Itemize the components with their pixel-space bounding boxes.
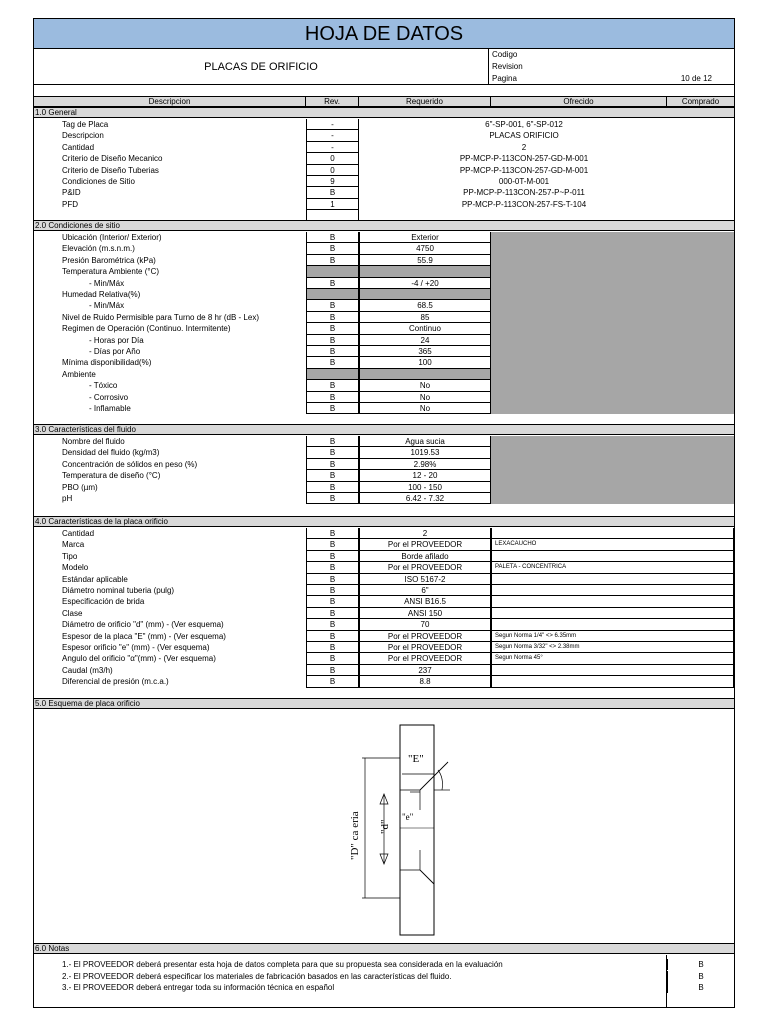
row-label: PBO (µm) bbox=[62, 482, 98, 492]
offered-value: PLACAS ORIFICIO bbox=[489, 131, 559, 141]
required-cell: ANSI B16.5 bbox=[359, 596, 491, 607]
gray-block bbox=[491, 436, 734, 504]
table-row bbox=[34, 551, 734, 562]
col-ofrecido: Ofrecido bbox=[491, 97, 667, 106]
table-row bbox=[34, 619, 734, 630]
orifice-schematic bbox=[320, 720, 480, 950]
required-cell: Por el PROVEEDOR bbox=[359, 653, 491, 664]
label-D: "D" ca eria bbox=[349, 811, 361, 860]
row-label: Caudal (m3/h) bbox=[62, 665, 113, 675]
rev-cell: B bbox=[306, 459, 359, 470]
offered-cell bbox=[491, 619, 734, 630]
rev-cell: B bbox=[306, 243, 359, 254]
rev-cell: B bbox=[306, 323, 359, 334]
offered-cell: Segun Norma 1/4" <> 6.35mm bbox=[491, 631, 734, 642]
row-label: Tipo bbox=[62, 551, 78, 561]
label-d: "d" bbox=[379, 819, 391, 834]
rev-cell: B bbox=[306, 596, 359, 607]
offered-cell bbox=[491, 585, 734, 596]
row-label: Clase bbox=[62, 608, 83, 618]
section-title: 5.0 Esquema de placa orificio bbox=[34, 698, 734, 709]
gray-block bbox=[491, 232, 734, 414]
header-box bbox=[34, 49, 734, 85]
table-row bbox=[34, 642, 734, 653]
bevel-edge bbox=[420, 870, 434, 884]
offered-cell bbox=[491, 551, 734, 562]
section-title: 2.0 Condiciones de sitio bbox=[34, 220, 734, 231]
rev-cell: B bbox=[306, 357, 359, 368]
rev-cell: B bbox=[306, 619, 359, 630]
row-label: Cantidad bbox=[62, 142, 95, 152]
row-label: Diámetro nominal tuberia (pulg) bbox=[62, 586, 175, 595]
row-label: - Corrosivo bbox=[89, 392, 129, 402]
rev-cell: B bbox=[306, 574, 359, 585]
codigo-label: Codigo bbox=[492, 50, 518, 59]
offered-cell: LEXACAUCHO bbox=[491, 539, 734, 550]
table-row bbox=[34, 199, 734, 210]
required-cell: 365 bbox=[359, 346, 491, 357]
table-row bbox=[34, 539, 734, 550]
required-cell: 6" bbox=[359, 585, 491, 596]
rev-cell: B bbox=[306, 335, 359, 346]
required-cell: 4750 bbox=[359, 243, 491, 254]
row-label: P&ID bbox=[62, 188, 81, 198]
doc-title: PLACAS DE ORIFICIO bbox=[34, 49, 489, 85]
row-label: Nivel de Ruido Permisible para Turno de 8 hr (dB - Lex) bbox=[62, 312, 259, 322]
offered-cell bbox=[491, 528, 734, 539]
rev-cell: 0 bbox=[306, 165, 359, 176]
rev-cell: B bbox=[306, 470, 359, 481]
table-row bbox=[34, 528, 734, 539]
required-cell: 8.8 bbox=[359, 676, 491, 687]
offered-cell bbox=[491, 665, 734, 676]
table-row bbox=[34, 119, 734, 130]
revision-label: Revision bbox=[492, 62, 523, 71]
note-row bbox=[34, 971, 734, 982]
table-row bbox=[34, 130, 734, 141]
rev-cell: B bbox=[306, 539, 359, 550]
offered-value: 2 bbox=[521, 142, 527, 152]
rev-cell bbox=[306, 369, 359, 380]
row-label: Elevación (m.s.n.m.) bbox=[62, 244, 135, 254]
row-label: Especificación de brida bbox=[62, 597, 145, 607]
row-label: Diámetro de orificio "d" (mm) - (Ver esquema) bbox=[62, 620, 224, 630]
required-cell: 55.9 bbox=[359, 255, 491, 266]
rev-cell: B bbox=[306, 642, 359, 653]
offered-value: PP-MCP-P-113CON-257-FS-T-104 bbox=[461, 199, 587, 209]
offered-cell bbox=[491, 608, 734, 619]
table-row bbox=[34, 653, 734, 664]
pagina-value: 10 de 12 bbox=[680, 74, 712, 83]
doc-meta bbox=[489, 49, 734, 85]
rev-cell: B bbox=[306, 403, 359, 414]
section-title: 1.0 General bbox=[34, 107, 734, 118]
rev-cell: B bbox=[306, 528, 359, 539]
page-title: HOJA DE DATOS bbox=[34, 19, 734, 49]
rev-cell: 1 bbox=[306, 199, 359, 210]
offered-cell bbox=[491, 596, 734, 607]
offered-cell bbox=[491, 574, 734, 585]
row-label: Concentración de sólidos en peso (%) bbox=[62, 459, 198, 469]
alpha-arc bbox=[438, 770, 443, 790]
row-label: - Tóxico bbox=[89, 381, 118, 391]
required-cell bbox=[359, 266, 491, 277]
required-cell: 100 bbox=[359, 357, 491, 368]
note-rev: B bbox=[667, 982, 734, 993]
rev-cell: B bbox=[306, 493, 359, 504]
row-label: Criterio de Diseño Mecanico bbox=[62, 154, 163, 164]
row-label: Modelo bbox=[62, 563, 89, 573]
offered-cell: Segun Norma 3/32" <> 2.38mm bbox=[491, 642, 734, 653]
required-cell: 2.98% bbox=[359, 459, 491, 470]
label-E: "E" bbox=[408, 753, 424, 765]
offered-value: 6"-SP-001, 6"-SP-012 bbox=[485, 120, 563, 129]
col-comprado: Comprado bbox=[681, 97, 720, 106]
col-rev: Rev. bbox=[306, 97, 359, 106]
rev-cell: B bbox=[306, 447, 359, 458]
table-row bbox=[34, 153, 734, 164]
required-cell: No bbox=[359, 392, 491, 403]
required-cell: Por el PROVEEDOR bbox=[359, 631, 491, 642]
row-label: Nombre del fluido bbox=[62, 437, 125, 446]
rev-cell: B bbox=[306, 482, 359, 493]
required-cell: Agua sucia bbox=[359, 436, 491, 447]
offered-value: PP-MCP-P-113CON-257-P~P-011 bbox=[463, 188, 585, 198]
section-title: 4.0 Características de la placa orificio bbox=[34, 516, 734, 527]
rev-cell: B bbox=[306, 585, 359, 596]
rev-cell: B bbox=[306, 278, 359, 289]
row-label: Mínima disponibilidad(%) bbox=[62, 358, 152, 368]
required-cell: 12 - 20 bbox=[359, 470, 491, 481]
row-label: Descripcion bbox=[62, 131, 104, 141]
offered-value: PP-MCP-P-113CON-257-GD-M-001 bbox=[459, 154, 589, 164]
rev-cell: B bbox=[306, 346, 359, 357]
row-label: Temperatura Ambiente (°C) bbox=[62, 267, 160, 277]
note-row bbox=[34, 982, 734, 993]
table-row bbox=[34, 574, 734, 585]
row-label: Condiciones de Sitio bbox=[62, 177, 135, 186]
required-cell: Por el PROVEEDOR bbox=[359, 539, 491, 550]
row-label: pH bbox=[62, 494, 73, 503]
orifice-bevel bbox=[400, 850, 420, 870]
rev-cell: B bbox=[306, 653, 359, 664]
rev-cell: B bbox=[306, 436, 359, 447]
offered-cell: Segun Norma 45° bbox=[491, 653, 734, 664]
rev-cell: B bbox=[306, 631, 359, 642]
row-label: Diferencial de presión (m.c.a.) bbox=[62, 677, 169, 687]
column-header bbox=[34, 96, 734, 107]
table-row bbox=[34, 665, 734, 676]
required-cell: Exterior bbox=[359, 232, 491, 243]
row-label: Humedad Relativa(%) bbox=[62, 290, 141, 299]
rev-cell: - bbox=[306, 119, 359, 130]
required-cell: Continuo bbox=[359, 323, 491, 334]
table-row bbox=[34, 596, 734, 607]
rev-cell: B bbox=[306, 312, 359, 323]
row-label: Temperatura de diseño (°C) bbox=[62, 471, 161, 481]
divider bbox=[666, 955, 667, 1007]
rev-cell: 0 bbox=[306, 153, 359, 164]
rev-cell bbox=[306, 266, 359, 277]
col-requerido: Requerido bbox=[359, 97, 491, 106]
row-label: - Horas por Día bbox=[89, 335, 144, 345]
required-cell: Por el PROVEEDOR bbox=[359, 562, 491, 573]
col-descripcion: Descripcion bbox=[34, 97, 306, 106]
row-label: Regimen de Operación (Continuo. Intermitente) bbox=[62, 324, 231, 334]
orifice-bevel bbox=[400, 790, 420, 810]
table-row bbox=[34, 562, 734, 573]
required-cell: 1019.53 bbox=[359, 447, 491, 458]
required-cell: 6.42 - 7.32 bbox=[359, 493, 491, 504]
row-label: Cantidad bbox=[62, 529, 95, 538]
table-row bbox=[34, 631, 734, 642]
row-label: Ubicación (Interior/ Exterior) bbox=[62, 233, 162, 242]
note-rev: B bbox=[667, 959, 734, 970]
required-cell: 70 bbox=[359, 619, 491, 630]
rev-cell: B bbox=[306, 392, 359, 403]
row-label: Espesor de la placa "E" (mm) - (Ver esquema) bbox=[62, 631, 226, 641]
section-title: 3.0 Características del fluido bbox=[34, 424, 734, 435]
required-cell: Borde afilado bbox=[359, 551, 491, 562]
table-row bbox=[34, 142, 734, 153]
rev-cell: 9 bbox=[306, 176, 359, 187]
offered-value: 000-0T-M-001 bbox=[498, 177, 550, 186]
rev-cell: B bbox=[306, 665, 359, 676]
row-label: PFD bbox=[62, 199, 78, 209]
note-rev: B bbox=[667, 971, 734, 982]
rev-cell: B bbox=[306, 380, 359, 391]
rev-cell bbox=[306, 289, 359, 300]
required-cell: ANSI 150 bbox=[359, 608, 491, 619]
required-cell bbox=[359, 289, 491, 300]
required-cell bbox=[359, 369, 491, 380]
row-label: Marca bbox=[62, 540, 85, 550]
offered-value: PP-MCP-P-113CON-257-GD-M-001 bbox=[459, 165, 589, 175]
table-row bbox=[34, 165, 734, 176]
rev-cell: B bbox=[306, 608, 359, 619]
note-text: 2.- El PROVEEDOR deberá especificar los materiales de fabricación basados en las características del fluido. bbox=[62, 971, 452, 981]
rev-cell: B bbox=[306, 232, 359, 243]
row-label: Espesor orificio "e" (mm) - (Ver esquema) bbox=[62, 643, 210, 652]
required-cell: 100 - 150 bbox=[359, 482, 491, 493]
required-cell: 85 bbox=[359, 312, 491, 323]
rev-cell: B bbox=[306, 255, 359, 266]
pagina-label: Pagina bbox=[492, 74, 517, 83]
note-text: 1.- El PROVEEDOR deberá presentar esta hoja de datos completa para que su propuesta sea considerada en la evaluación bbox=[62, 960, 503, 969]
table-row bbox=[34, 187, 734, 198]
offered-cell: PALETA - CONCENTRICA bbox=[491, 562, 734, 573]
required-cell: 237 bbox=[359, 665, 491, 676]
label-e: "e" bbox=[402, 812, 414, 822]
row-label: Ambiente bbox=[62, 369, 96, 379]
row-label: Criterio de Diseño Tuberias bbox=[62, 165, 159, 175]
row-label: Densidad del fluido (kg/m3) bbox=[62, 448, 160, 458]
row-label: - Min/Máx bbox=[89, 278, 125, 288]
table-row bbox=[34, 176, 734, 187]
row-label: Angulo del orificio "α"(mm) - (Ver esquema) bbox=[62, 654, 216, 664]
section-title: 6.0 Notas bbox=[34, 943, 734, 954]
note-row bbox=[34, 959, 734, 970]
rev-cell: - bbox=[306, 142, 359, 153]
row-label: Estándar aplicable bbox=[62, 574, 128, 584]
required-cell: 24 bbox=[359, 335, 491, 346]
required-cell: -4 / +20 bbox=[359, 278, 491, 289]
required-cell: ISO 5167-2 bbox=[359, 574, 491, 585]
table-row bbox=[34, 608, 734, 619]
rev-cell: B bbox=[306, 676, 359, 687]
required-cell: No bbox=[359, 403, 491, 414]
row-label: Presión Barométrica (kPa) bbox=[62, 255, 156, 265]
offered-cell bbox=[491, 676, 734, 687]
row-label: - Días por Año bbox=[89, 347, 141, 356]
rev-cell: B bbox=[306, 562, 359, 573]
table-row bbox=[34, 585, 734, 596]
note-text: 3.- El PROVEEDOR deberá entregar toda su información técnica en español bbox=[62, 983, 335, 992]
required-cell: No bbox=[359, 380, 491, 391]
rev-cell: B bbox=[306, 551, 359, 562]
rev-cell: B bbox=[306, 300, 359, 311]
row-label: - Min/Máx bbox=[89, 301, 125, 311]
required-cell: Por el PROVEEDOR bbox=[359, 642, 491, 653]
table-row bbox=[34, 676, 734, 687]
required-cell: 68.5 bbox=[359, 300, 491, 311]
rev-cell: B bbox=[306, 187, 359, 198]
rev-cell: - bbox=[306, 130, 359, 141]
required-cell: 2 bbox=[359, 528, 491, 539]
row-label: Tag de Placa bbox=[62, 120, 109, 129]
row-label: - Inflamable bbox=[89, 404, 131, 413]
